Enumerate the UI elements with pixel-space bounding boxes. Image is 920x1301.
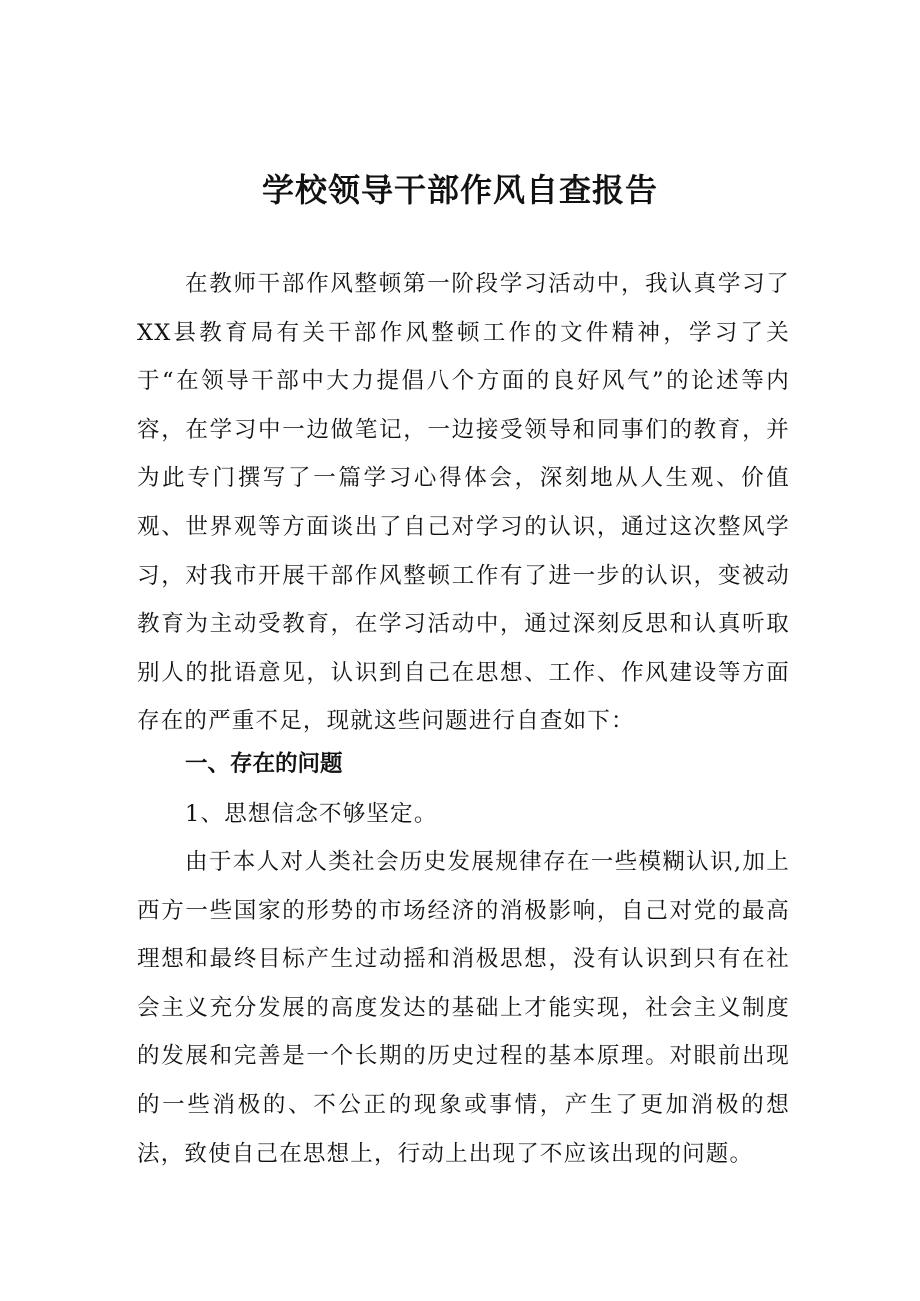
document-title: 学校领导干部作风自查报告	[261, 171, 658, 209]
intro-paragraph: 在教师干部作风整顿第一阶段学习活动中，我认真学习了XX县教育局有关干部作风整顿工作的文件精神，学习了关于“在领导干部中大力提倡八个方面的良好风气”的论述等内容，在学习中一边做笔记，一边接受领导和同事们的教育，并为此专门撰写了一篇学习心得体会，深刻地从人生观、价值观、世界观等方面谈出了自己对学习的认识，通过这次整风学习，对我市开展干部作风整顿工作有了进一步的认识，变被动教育为主动受教育，在学习活动中，通过深刻反思和认真听取别人的批语意见，认识到自己在思想、工作、作风建设等方面存在的严重不足，现就这些问题进行自查如下：	[137, 271, 790, 735]
subheading-ideology: 1、思想信念不够坚定。	[185, 801, 438, 827]
ideology-paragraph: 由于本人对人类社会历史发展规律存在一些模糊认识,加上西方一些国家的形势的市场经济的消极影响，自己对党的最高理想和最终目标产生过动摇和消极思想，没有认识到只有在社会主义充分发展的高度发达的基础上才能实现，社会主义制度的发展和完善是一个长期的历史过程的基本原理。对眼前出现的一些消极的、不公正的现象或事情，产生了更加消极的想法，致使自己在思想上，行动上出现了不应该出现的问题。	[137, 849, 790, 1167]
section-heading-problems: 一、存在的问题	[185, 751, 343, 777]
